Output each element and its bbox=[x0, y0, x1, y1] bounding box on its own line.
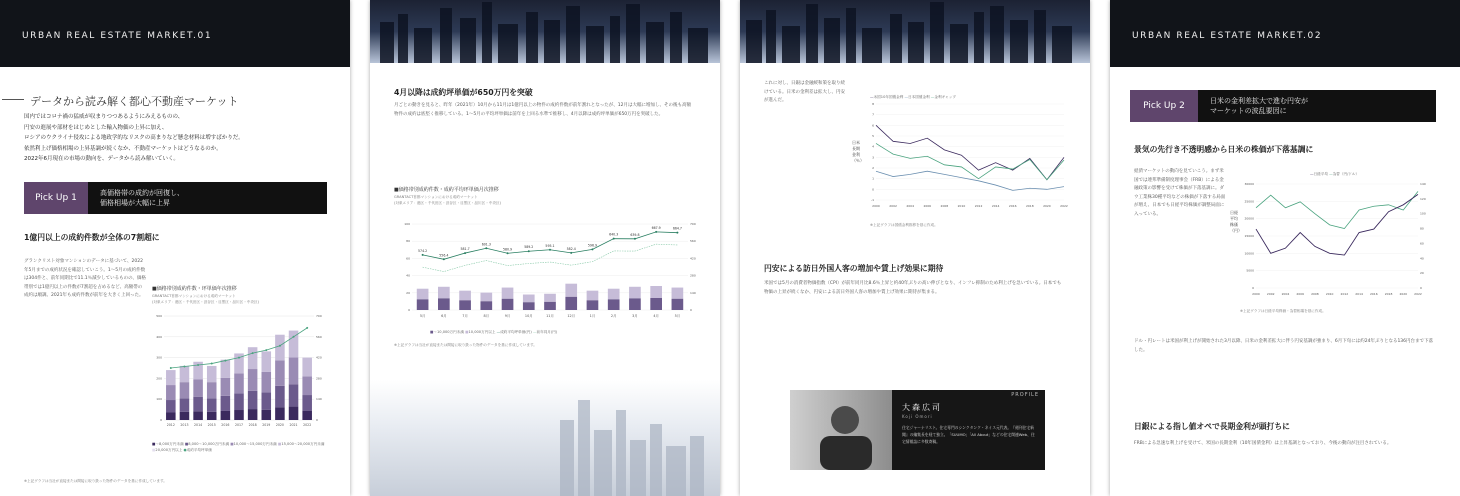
x-tick-label: 2015 bbox=[207, 423, 216, 427]
chart-subtitle: GRANTACT首都マンションにおける成約マーケット bbox=[152, 294, 236, 298]
line-chart-interest-rates bbox=[864, 100, 1070, 212]
y-axis-label-left: 日経平均株価（円） bbox=[1230, 210, 1242, 233]
y-tick-label: 3 bbox=[872, 155, 874, 160]
y-tick-label: 80 bbox=[406, 239, 410, 244]
line-point bbox=[224, 360, 226, 362]
x-tick-label: 2月 bbox=[610, 314, 617, 318]
line-point bbox=[591, 248, 593, 250]
legend-item: 成約平均坪単価 bbox=[186, 448, 212, 452]
bar-segment bbox=[221, 378, 231, 396]
pickup-banner bbox=[1130, 90, 1436, 122]
x-tick-label: 2008 bbox=[1311, 292, 1319, 296]
pickup-label: Pick Up 1 bbox=[24, 182, 88, 214]
y-tick-label: 0 bbox=[160, 418, 162, 422]
bar-segment bbox=[180, 382, 190, 398]
bar-segment bbox=[587, 291, 599, 301]
bar-segment bbox=[480, 293, 492, 302]
body-text: これに対し、日銀は金融緩和策を取り続けている。日米の金利差は拡大し、円安が進んだ。 bbox=[764, 81, 845, 103]
x-tick-label: 7月 bbox=[462, 314, 468, 318]
x-tick-label: 2010 bbox=[957, 204, 966, 208]
bar-segment bbox=[629, 287, 641, 299]
bar-segment bbox=[438, 287, 450, 299]
profile-label: PROFILE bbox=[1011, 392, 1039, 398]
bar-segment bbox=[565, 297, 577, 310]
bar-segment bbox=[417, 299, 429, 310]
bar-segment bbox=[180, 398, 190, 412]
legend-item: 金利ギャップ bbox=[934, 95, 956, 99]
data-label: 595.1 bbox=[545, 243, 555, 248]
pickup-line: 日米の金利差拡大で進む円安が bbox=[1210, 97, 1308, 105]
pickup-label: Pick Up 2 bbox=[1130, 90, 1198, 122]
line-point bbox=[293, 336, 295, 338]
lead-line: 円安の進展や部材をはじめとした輸入物価の上昇に加え、 bbox=[24, 124, 168, 131]
body-text: 月ごとの動きを見ると、昨年（2021年）10月から11月は1億円以上の物件の成約件数が前年割れとなったが、12月は大幅に増加し、その後も高額物件の成約は底堅く推移している。1〜5月の平均坪単価は前年を上回る水準で推移し、4月以降は成約坪単価が650万円を突破した。 bbox=[394, 103, 691, 117]
x-tick-label: 2004 bbox=[906, 204, 915, 208]
x-tick-label: 2017 bbox=[234, 423, 244, 427]
lead-line: 国内ではコロナ禍の猛威が収まりつつあるようにみえるものの、 bbox=[24, 114, 184, 120]
legend-item: 前年同月(円) bbox=[536, 330, 558, 334]
page-1 bbox=[0, 0, 350, 496]
y-tick-label: 20 bbox=[406, 290, 410, 295]
footnote: ※上記グラフは当社が直接または間接に取り扱った物件のデータを基に作成しています。 bbox=[24, 479, 167, 483]
legend-item: 日経平均 bbox=[1313, 172, 1328, 176]
bar-segment bbox=[502, 299, 514, 310]
y2-tick-label: 120 bbox=[1420, 196, 1426, 201]
bar-segment bbox=[302, 395, 312, 411]
x-tick-label: 2022 bbox=[1060, 204, 1068, 208]
chart-legend: —日経平均 —為替（円/ドル） bbox=[1310, 172, 1360, 176]
line-point bbox=[634, 238, 636, 240]
bar-segment bbox=[166, 413, 176, 420]
y-tick-label: 10000 bbox=[1244, 251, 1254, 256]
bar-segment bbox=[248, 369, 258, 391]
bar-segment bbox=[166, 385, 176, 400]
bar-segment bbox=[523, 295, 535, 303]
bar-segment bbox=[523, 302, 535, 310]
footnote: ※上記グラフは当社が直接または間接に取り扱った物件のデータを基に作成しています。 bbox=[394, 343, 537, 347]
legend-item: 15,000〜20,000万円未満 bbox=[281, 442, 325, 446]
legend-item: 為替（円/ドル） bbox=[1332, 172, 1360, 176]
bar-segment bbox=[262, 351, 272, 372]
line-point bbox=[676, 232, 678, 234]
body-text: グランクリスト対象マンションのデータに基づいて、2022年5月までの成約状況を確認していこう。1〜5月の成約件数は304件と、前年同期比で11.1％減少しているものの、価格帯別では1億円以上の件数が7割超を占めるなど、高額帯の成約は順調。2021年も成約件数が前年を大きく上回った。 bbox=[24, 259, 146, 298]
bar-segment bbox=[262, 372, 272, 393]
y2-tick-label: 40 bbox=[1420, 256, 1424, 261]
y2-tick-label: 60 bbox=[1420, 241, 1424, 246]
bar-segment bbox=[289, 407, 299, 420]
y2-tick-label: 20 bbox=[1420, 271, 1424, 276]
profile-name-roman: Koji Omori bbox=[902, 414, 933, 419]
chart-subtitle: GRANTACT首都マンションにおける成約マーケット bbox=[394, 195, 478, 199]
x-tick-label: 2016 bbox=[1008, 204, 1017, 208]
y-tick-label: 15000 bbox=[1244, 234, 1254, 238]
bar-segment bbox=[438, 298, 450, 310]
bar-segment bbox=[248, 391, 258, 409]
y-tick-label: 1 bbox=[872, 176, 874, 181]
y2-tick-label: 280 bbox=[690, 273, 696, 278]
section-title: 日銀による指し値オペで長期金利が頭打ちに bbox=[1134, 422, 1290, 431]
profile-photo bbox=[790, 390, 892, 470]
y2-tick-label: 0 bbox=[1420, 286, 1422, 290]
bar-segment bbox=[289, 357, 299, 384]
y-tick-label: 5 bbox=[872, 134, 874, 138]
pickup-banner bbox=[24, 182, 327, 214]
x-tick-label: 2000 bbox=[1252, 292, 1260, 296]
y-tick-label: 60 bbox=[406, 256, 410, 261]
bar-segment bbox=[275, 335, 285, 361]
bar-segment bbox=[207, 382, 217, 398]
page-title: データから読み解く都心不動産マーケット bbox=[30, 95, 239, 108]
lead-line: 依然利上げ価格相場の上昇基調が続くなか、不動産マーケットはどうなるのか。 bbox=[24, 145, 222, 152]
line-point bbox=[507, 252, 509, 254]
chart-subtitle-2: (対象エリア：港区・千代田区・渋谷区・目黒区・品川区・中央区) bbox=[152, 300, 260, 304]
line-series bbox=[876, 143, 1064, 179]
y2-tick-label: 0 bbox=[316, 418, 318, 422]
bar-segment bbox=[207, 366, 217, 382]
y-tick-label: 8 bbox=[872, 102, 874, 106]
y-tick-label: 100 bbox=[156, 397, 162, 402]
x-tick-label: 10月 bbox=[524, 314, 533, 318]
y-tick-label: 5000 bbox=[1246, 268, 1254, 273]
pickup-line: 価格相場が大幅に上昇 bbox=[100, 199, 170, 207]
x-tick-label: 2022 bbox=[1414, 292, 1422, 296]
section-title: 1億円以上の成約件数が全体の7割超に bbox=[24, 233, 160, 242]
x-tick-label: 5月 bbox=[419, 314, 426, 318]
bar-segment bbox=[193, 411, 203, 420]
bar-segment bbox=[629, 298, 641, 310]
y-tick-label: 40 bbox=[406, 273, 410, 278]
data-label: 580.9 bbox=[502, 247, 513, 252]
bar-segment bbox=[459, 291, 471, 301]
chart-title: ■価格帯別成約件数・成約平均坪単価月次推移 bbox=[394, 187, 499, 193]
bar-segment bbox=[262, 410, 272, 420]
bar-segment bbox=[248, 347, 258, 369]
data-label: 601.3 bbox=[481, 242, 491, 247]
bar-segment bbox=[275, 407, 285, 420]
y2-tick-label: 140 bbox=[690, 290, 696, 295]
lead-line: 2022年6月現在の市場の動向を、データから読み解いていく。 bbox=[24, 156, 179, 162]
page-4 bbox=[1110, 0, 1460, 496]
bar-segment bbox=[234, 393, 244, 410]
y-tick-label: 300 bbox=[156, 355, 162, 360]
bar-segment bbox=[672, 299, 684, 310]
x-tick-label: 2014 bbox=[1355, 292, 1363, 296]
page-header bbox=[1110, 0, 1460, 67]
body-text: FRBによる急速な利上げを受けて、米国の長期金利（10年国債金利）は上昇基調となっており、今後の動向が注目されている。 bbox=[1134, 441, 1392, 446]
x-tick-label: 2013 bbox=[180, 423, 189, 427]
bar-segment bbox=[221, 411, 231, 420]
x-tick-label: 2012 bbox=[1340, 292, 1349, 296]
x-tick-label: 12月 bbox=[567, 314, 576, 318]
y-axis-label: 日米長期金利（％） bbox=[852, 140, 864, 163]
profile-name: 大森広司 bbox=[902, 403, 942, 412]
y-tick-label: 0 bbox=[1252, 286, 1254, 290]
x-tick-label: 2020 bbox=[1043, 204, 1051, 208]
x-tick-label: 2002 bbox=[1266, 292, 1275, 296]
data-label: 589.2 bbox=[524, 245, 534, 250]
line-point bbox=[422, 254, 424, 256]
x-tick-label: 3月 bbox=[632, 314, 638, 318]
bar-chart-monthly bbox=[388, 210, 706, 328]
chart-title: ■価格帯別成約件数・坪単価年次推移 bbox=[152, 286, 237, 292]
bar-segment bbox=[221, 360, 231, 378]
y-tick-label: 30000 bbox=[1244, 182, 1254, 186]
chart-note: ※上記グラフは国債金利推移を基に作成。 bbox=[870, 223, 938, 227]
legend-item: 10,000〜15,000万円未満 bbox=[233, 442, 277, 446]
y-tick-label: 0 bbox=[872, 187, 874, 192]
y-tick-label: 25000 bbox=[1244, 199, 1254, 204]
y-tick-label: 6 bbox=[872, 123, 874, 128]
x-tick-label: 2021 bbox=[289, 423, 298, 427]
x-tick-label: 2019 bbox=[262, 423, 271, 427]
data-label: 640.3 bbox=[609, 232, 619, 237]
bar-segment bbox=[207, 398, 217, 412]
line-point bbox=[238, 357, 240, 359]
line-point bbox=[279, 345, 281, 347]
bar-segment bbox=[275, 360, 285, 386]
lead-line: ロシアのウクライナ侵攻による地政学的なリスクの高まりなど懸念材料は増すばかりだ。 bbox=[24, 135, 244, 141]
header-title: URBAN REAL ESTATE MARKET.01 bbox=[22, 31, 213, 41]
body-text: ドル・円レートは米国が利上げが開始された3月以降、日米の金利差拡大に伴う円安基調が強まり、6月下旬には約24年ぶりとなる136円台まで下落した。 bbox=[1134, 339, 1434, 353]
data-label: 667.9 bbox=[651, 225, 661, 230]
chart-legend: —米国10年国債金利 —日本国債金利 —金利ギャップ bbox=[870, 95, 956, 99]
data-label: 556.4 bbox=[439, 253, 449, 258]
x-tick-label: 2006 bbox=[1296, 292, 1305, 296]
chart-legend: ■〜8,000万円未満 ■8,000〜10,000万円未満 ■10,000〜15,000万円未満 ■15,000〜20,000万円未満 ■20,000万円以上 ●成約平均坪単価 bbox=[152, 442, 325, 452]
city-banner-image bbox=[370, 0, 720, 63]
y2-tick-label: 560 bbox=[316, 334, 322, 339]
bar-segment bbox=[417, 289, 429, 300]
x-tick-label: 4月 bbox=[653, 314, 659, 318]
bar-segment bbox=[302, 358, 312, 377]
pickup-line: マーケットの波乱要因に bbox=[1210, 107, 1287, 115]
chart-subtitle-2: (対象エリア：港区・千代田区・渋谷区・目黒区・品川区・中央区) bbox=[394, 201, 502, 205]
section-title: 4月以降は成約坪単価が650万円を突破 bbox=[394, 88, 533, 97]
city-skyline-image bbox=[370, 380, 720, 496]
line-point bbox=[549, 249, 551, 251]
pickup-text bbox=[1210, 96, 1308, 116]
line-point bbox=[613, 238, 615, 240]
bar-segment bbox=[672, 288, 684, 299]
bar-segment bbox=[480, 301, 492, 310]
bar-segment bbox=[221, 396, 231, 411]
y2-tick-label: 420 bbox=[316, 355, 322, 360]
x-tick-label: 5月 bbox=[674, 314, 681, 318]
legend-item: 8,000〜10,000万円未満 bbox=[188, 442, 230, 446]
lead-text bbox=[24, 112, 324, 165]
bar-segment bbox=[234, 373, 244, 393]
data-label: 582.4 bbox=[566, 246, 576, 251]
x-tick-label: 2010 bbox=[1325, 292, 1334, 296]
data-label: 574.2 bbox=[418, 248, 428, 253]
pickup-line: 高価格帯の成約が回復し、 bbox=[100, 189, 184, 197]
legend-item: 20,000万円以上 bbox=[155, 448, 183, 452]
x-tick-label: 2018 bbox=[1025, 204, 1034, 208]
line-point bbox=[197, 364, 199, 366]
bar-segment bbox=[180, 366, 190, 382]
x-tick-label: 2004 bbox=[1281, 292, 1290, 296]
line-point bbox=[464, 252, 466, 254]
bar-segment bbox=[166, 370, 176, 385]
bar-segment bbox=[275, 386, 285, 407]
header-title: URBAN REAL ESTATE MARKET.02 bbox=[1132, 31, 1323, 41]
y2-tick-label: 560 bbox=[690, 239, 696, 244]
bar-segment bbox=[166, 400, 176, 412]
x-tick-label: 1月 bbox=[589, 314, 596, 318]
data-label: 639.8 bbox=[630, 232, 640, 237]
bar-segment bbox=[248, 409, 258, 420]
y2-tick-label: 280 bbox=[316, 376, 322, 381]
line-point bbox=[252, 352, 254, 354]
y-tick-label: 200 bbox=[156, 376, 162, 381]
bar-segment bbox=[234, 410, 244, 420]
y-tick-label: -1 bbox=[871, 198, 874, 202]
line-chart-stock-fx bbox=[1238, 180, 1438, 302]
x-tick-label: 2012 bbox=[974, 204, 983, 208]
line-point bbox=[570, 252, 572, 254]
line-point bbox=[183, 366, 185, 368]
y2-tick-label: 0 bbox=[690, 308, 692, 312]
y-tick-label: 7 bbox=[872, 112, 874, 117]
line-point bbox=[528, 250, 530, 252]
profile-card bbox=[790, 390, 1045, 470]
line-point bbox=[306, 327, 308, 329]
bar-segment bbox=[502, 288, 514, 299]
y-tick-label: 20000 bbox=[1244, 216, 1254, 221]
bar-segment bbox=[587, 300, 599, 310]
x-tick-label: 9月 bbox=[504, 314, 511, 318]
bar-segment bbox=[193, 379, 203, 396]
page-header bbox=[0, 0, 350, 67]
y2-tick-label: 420 bbox=[690, 256, 696, 261]
y2-tick-label: 700 bbox=[690, 222, 696, 226]
x-tick-label: 2018 bbox=[248, 423, 257, 427]
bar-segment bbox=[262, 393, 272, 410]
line-point bbox=[170, 367, 172, 369]
legend-item: 10,000万円以上 bbox=[468, 330, 496, 334]
x-tick-label: 2000 bbox=[872, 204, 880, 208]
bar-segment bbox=[459, 300, 471, 310]
data-label: 596.9 bbox=[587, 243, 598, 248]
legend-item: 〜10,000万円未満 bbox=[433, 330, 464, 334]
x-tick-label: 2022 bbox=[303, 423, 312, 427]
y-tick-label: 4 bbox=[872, 144, 874, 149]
line-series bbox=[876, 171, 1064, 190]
body-text: 経済マーケットの動向を見ていこう。まず米国では連邦準備制度理事会（FRB）による金融政策の影響を受けて株価が下落基調に。ダウ工業株30種平均などの株価が下落する局面が増え、日本でも日経平均株価が調整局面に入っている。 bbox=[1134, 169, 1226, 217]
chart-legend: ■〜10,000万円未満 ■10,000万円以上 —成約平均坪単価(円) —前年同月(円) bbox=[430, 330, 558, 334]
bar-segment bbox=[302, 411, 312, 420]
line-series-fx bbox=[1256, 191, 1418, 228]
line-point bbox=[211, 363, 213, 365]
y2-tick-label: 700 bbox=[316, 314, 322, 318]
legend-item: 日本国債金利 bbox=[908, 95, 930, 99]
x-tick-label: 2014 bbox=[194, 423, 203, 427]
legend-item: 〜8,000万円未満 bbox=[155, 442, 184, 446]
y2-tick-label: 100 bbox=[1420, 211, 1426, 216]
bar-segment bbox=[650, 298, 662, 310]
line-point bbox=[655, 231, 657, 233]
city-banner-image bbox=[740, 0, 1090, 63]
line-point bbox=[443, 258, 445, 260]
legend-item: 成約平均坪単価(円) bbox=[500, 330, 532, 334]
y-tick-label: 100 bbox=[404, 222, 410, 226]
x-tick-label: 2014 bbox=[991, 204, 1000, 208]
x-tick-label: 2002 bbox=[889, 204, 897, 208]
bar-segment bbox=[207, 412, 217, 420]
bar-segment bbox=[544, 294, 556, 302]
profile-bio: 住宅ジャーナリスト。住宅専門のシンクタンク・ネイス元代表。『週刊住宅新聞』の編集長を経て独立。「SUUMO」「All About」などの住宅関連Web、住宅情報誌に多数寄稿。 bbox=[902, 425, 1035, 444]
data-label: 581.7 bbox=[460, 247, 470, 252]
x-tick-label: 6月 bbox=[441, 314, 447, 318]
bar-segment bbox=[608, 289, 620, 300]
bar-segment bbox=[650, 286, 662, 298]
y2-tick-label: 140 bbox=[316, 397, 322, 402]
line-point bbox=[265, 349, 267, 351]
chart-note: ※上記グラフは日経平均株価・為替相場を基に作成。 bbox=[1240, 309, 1326, 313]
x-tick-label: 2012 bbox=[166, 423, 175, 427]
bar-segment bbox=[608, 299, 620, 310]
body-text: 米国では5月の消費者物価指数（CPI）が前年同月比8.6％上昇と約40年ぶりの高い伸びとなり、インフレ抑制のため利上げを急いでいる。日本でも物価の上昇が続くなか、円安による訪日外国人客の増加や賃上げ効果に期待が集まる。 bbox=[764, 281, 1062, 295]
pickup-text bbox=[100, 188, 184, 208]
x-tick-label: 8月 bbox=[483, 314, 490, 318]
x-tick-label: 2020 bbox=[1399, 292, 1408, 296]
bar-chart-yearly bbox=[150, 308, 328, 438]
bar-segment bbox=[565, 284, 577, 297]
y-tick-label: 2 bbox=[872, 166, 874, 170]
section-title: 円安による訪日外国人客の増加や賃上げ効果に期待 bbox=[764, 264, 944, 273]
bar-segment bbox=[193, 397, 203, 412]
x-tick-label: 2018 bbox=[1384, 292, 1393, 296]
x-tick-label: 2020 bbox=[275, 423, 284, 427]
bar-segment bbox=[180, 412, 190, 420]
bar-segment bbox=[289, 384, 299, 406]
y2-tick-label: 140 bbox=[1420, 182, 1426, 186]
page-2 bbox=[370, 0, 720, 496]
bar-segment bbox=[544, 302, 556, 310]
data-label: 664.7 bbox=[672, 226, 682, 231]
x-tick-label: 2016 bbox=[1369, 292, 1378, 296]
line-point bbox=[485, 247, 487, 249]
y-tick-label: 400 bbox=[156, 334, 162, 339]
page-3 bbox=[740, 0, 1090, 496]
bar-segment bbox=[302, 376, 312, 395]
x-tick-label: 2016 bbox=[221, 423, 230, 427]
x-tick-label: 11月 bbox=[546, 314, 554, 318]
y2-tick-label: 80 bbox=[1420, 226, 1424, 231]
y-tick-label: 0 bbox=[408, 308, 410, 312]
y-tick-label: 500 bbox=[156, 314, 162, 318]
line-series bbox=[876, 125, 1064, 179]
x-tick-label: 2006 bbox=[923, 204, 932, 208]
legend-item: 米国10年国債金利 bbox=[873, 95, 904, 99]
section-title: 景気の先行き不透明感から日米の株価が下落基調に bbox=[1134, 145, 1314, 154]
x-tick-label: 2008 bbox=[940, 204, 949, 208]
